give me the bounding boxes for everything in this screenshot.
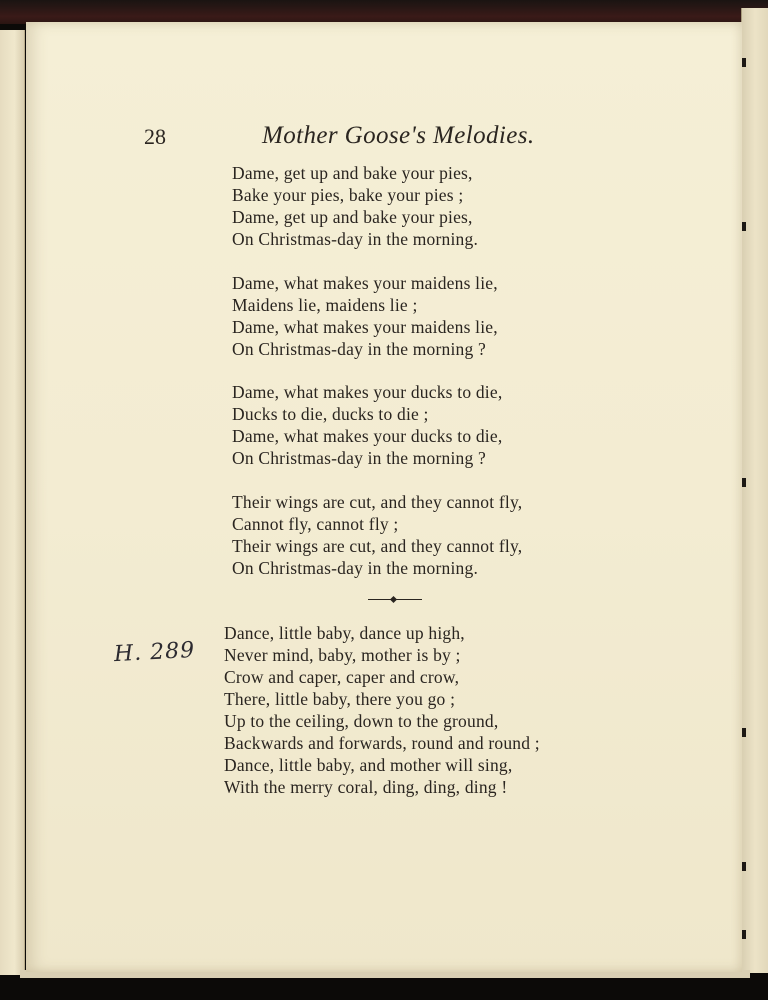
verse-line: Their wings are cut, and they cannot fly, [232, 536, 523, 556]
running-title: Mother Goose's Melodies. [262, 122, 535, 149]
verse-line: Up to the ceiling, down to the ground, [224, 711, 499, 731]
verse-line: With the merry coral, ding, ding, ding ! [224, 777, 508, 797]
verse-line: There, little baby, there you go ; [224, 689, 456, 709]
running-head [26, 122, 742, 156]
verse-line: On Christmas-day in the morning. [232, 229, 479, 249]
page-number: 28 [144, 124, 166, 149]
verse-line: Ducks to die, ducks to die ; [232, 404, 429, 424]
stanza-2 [232, 272, 498, 360]
poem-dance-little-baby [224, 622, 540, 798]
verse-line: Dame, get up and bake your pies, [232, 163, 473, 183]
verse-line: Never mind, baby, mother is by ; [224, 645, 461, 665]
stanza-3 [232, 381, 502, 469]
verse-line: On Christmas-day in the morning. [232, 558, 479, 578]
handwritten-margin-note: H. 289 [113, 637, 196, 668]
verse-line: Their wings are cut, and they cannot fly, [232, 492, 523, 512]
verse-line: Maidens lie, maidens lie ; [232, 295, 418, 315]
verse-line: Dame, what makes your maidens lie, [232, 317, 498, 337]
book-page [26, 22, 742, 972]
verse-line: Dance, little baby, and mother will sing, [224, 755, 513, 775]
verse-line: Dame, get up and bake your pies, [232, 207, 473, 227]
verse-line: Dame, what makes your ducks to die, [232, 382, 503, 402]
stanza-1 [232, 162, 478, 250]
verse-line: On Christmas-day in the morning ? [232, 339, 486, 359]
verse-line: Backwards and forwards, round and round ; [224, 733, 540, 753]
verse-line: Crow and caper, caper and crow, [224, 667, 460, 687]
verse-line: Dame, what makes your maidens lie, [232, 273, 498, 293]
book-right-edge [741, 8, 768, 973]
verse-line: On Christmas-day in the morning ? [232, 448, 486, 468]
stanza-4 [232, 491, 522, 579]
verse-line: Cannot fly, cannot fly ; [232, 514, 399, 534]
book-top-edge [0, 0, 768, 24]
section-divider [368, 599, 422, 602]
book-left-edge [0, 30, 25, 975]
verse-line: Dame, what makes your ducks to die, [232, 426, 503, 446]
verse-line: Bake your pies, bake your pies ; [232, 185, 464, 205]
verse-line: Dance, little baby, dance up high, [224, 623, 465, 643]
